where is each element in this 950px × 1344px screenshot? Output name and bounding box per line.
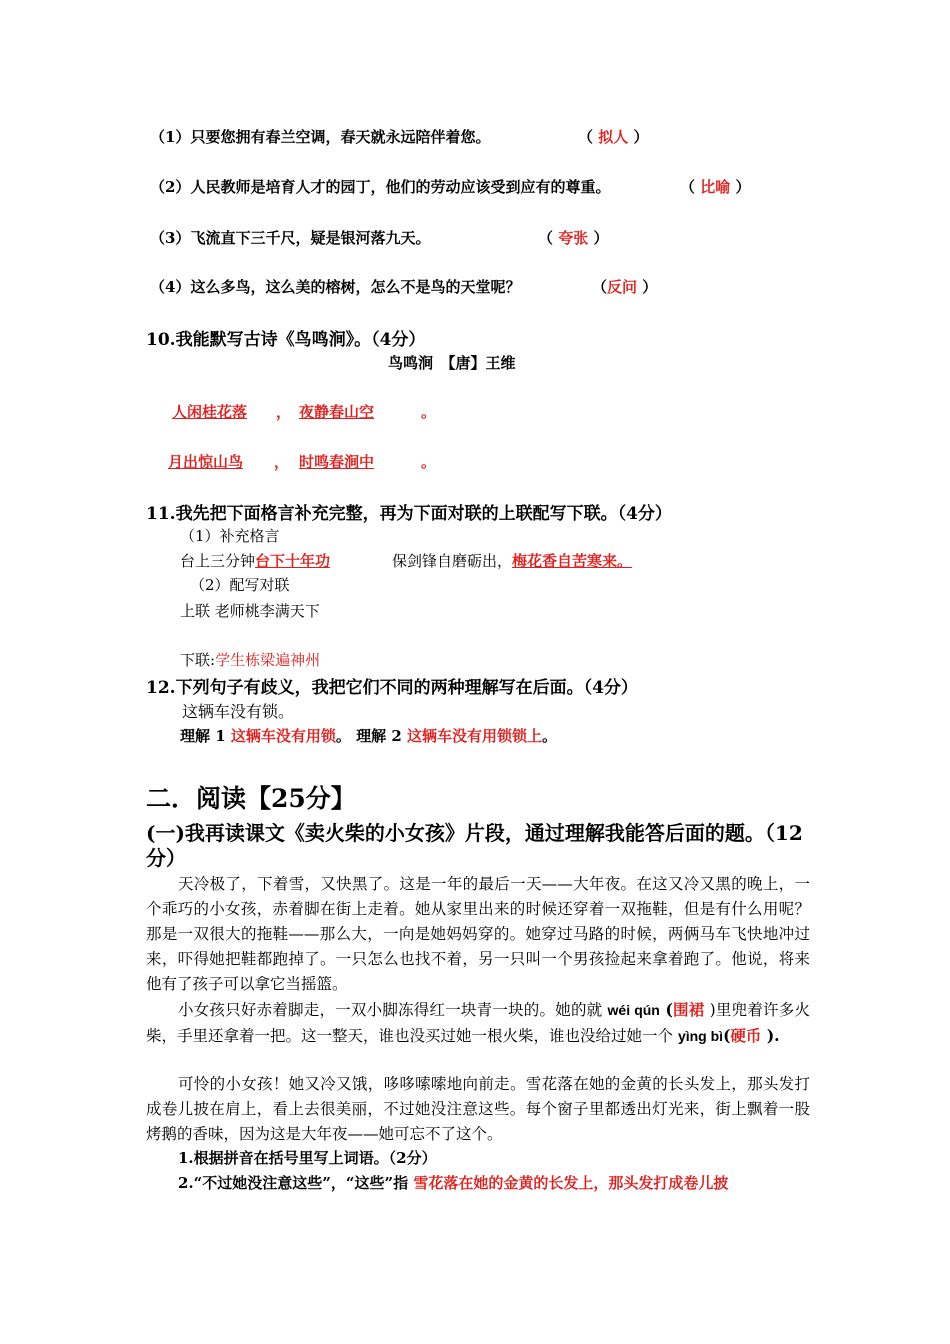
- paren-open: （: [592, 278, 608, 296]
- rhetoric-item-1: [150, 126, 490, 147]
- answer-text: 反问: [607, 278, 638, 296]
- item-sentence: 人民教师是培育人才的园丁，他们的劳动应该受到应有的尊重。: [190, 178, 611, 196]
- paren-open: （: [680, 178, 701, 196]
- lower-answer: 学生栋梁遍神州: [215, 651, 321, 669]
- qa2: [178, 1172, 728, 1193]
- poem-line-2a: 月出惊山鸟: [168, 453, 244, 471]
- rhetoric-answer-2: [680, 176, 750, 197]
- comma: ，: [274, 453, 290, 471]
- paren-close: ）: [588, 229, 609, 247]
- period: 。: [421, 403, 437, 421]
- p2-text-b: )里兜着许多火柴，手里还拿着一把。这一整天，谁也没买过她一根火柴，谁也没给过她一个: [146, 1001, 810, 1045]
- item-sentence: 这么多鸟，这么美的榕树，怎么不是鸟的天堂呢？: [190, 278, 521, 296]
- rhetoric-answer-4: [592, 276, 657, 297]
- poem-line-2: [168, 451, 436, 472]
- rhetoric-answer-1: [578, 126, 648, 147]
- answer-weiqun: 围裙: [672, 1000, 705, 1019]
- paragraph-3: 可怜的小女孩！她又冷又饿，哆哆嗦嗦地向前走。雪花落在她的金黄的长头发上，那头发打成卷儿披在肩上，看上去很美丽，不过她没注意这些。每个窗子里都透出灯光来，街上飘着一股烤鹅的香味，因为这是大年夜——她可忘不了这个。: [146, 1075, 810, 1143]
- motto1-answer: 台下十年功: [255, 552, 331, 570]
- u1-answer: 这辆车没有用锁: [230, 727, 336, 745]
- u1-label: 理解 1: [180, 727, 231, 745]
- p2-text-a: 小女孩只好赤着脚走，一双小脚冻得红一块青一块的。她的就: [178, 1001, 608, 1019]
- u2-label: 理解 2: [356, 727, 408, 745]
- paren-close: ）: [628, 128, 649, 146]
- motto-line: [180, 550, 330, 571]
- paren-close: ）: [637, 278, 658, 296]
- q10-title: 10.我能默写古诗《鸟鸣涧》。（4分）: [146, 330, 426, 350]
- section-title: 二．阅读【25分】: [146, 784, 356, 813]
- paragraph-2: [146, 997, 810, 1049]
- item-number: （1）: [150, 128, 191, 146]
- u1-sep: 。: [335, 727, 357, 745]
- rhetoric-item-3: [150, 227, 430, 248]
- motto2-answer: 梅花香自苦寒来。: [512, 552, 633, 570]
- q11-title: 11.我先把下面格言补充完整，再为下面对联的上联配写下联。（4分）: [146, 504, 672, 524]
- q12-title: 12.下列句子有歧义，我把它们不同的两种理解写在后面。（4分）: [146, 678, 638, 698]
- couplet-lower: [180, 649, 320, 670]
- comma: ，: [276, 403, 292, 421]
- ambiguous-sentence: 这辆车没有锁。: [182, 702, 295, 721]
- poem-line-1b: 夜静春山空: [299, 403, 375, 421]
- paren-open: (: [659, 1000, 673, 1019]
- motto-line-2: [392, 550, 632, 571]
- motto2-prefix: 保剑锋自磨砺出，: [392, 552, 513, 570]
- paren-open: (: [723, 1026, 731, 1045]
- p2-end: ).: [761, 1026, 780, 1045]
- paragraph-1: 天冷极了，下着雪，又快黑了。这是一年的最后一天——大年夜。在这又冷又黑的晚上，一个乖巧的小女孩，赤着脚在街上走着。她从家里出来的时候还穿着一双拖鞋，但是有什么用呢？那是一双很大的拖鞋——那么大，一向是她妈妈穿的。她穿过马路的时候，两俩马车飞快地冲过来，吓得她把鞋都跑掉了。一只怎么也找不着，另一只叫一个男孩捡起来拿着跑了。他说，将来他有了孩子可以拿它当摇篮。: [146, 875, 810, 993]
- u2-answer: 这辆车没有用锁锁上: [407, 727, 543, 745]
- item-sentence: 只要您拥有春兰空调，春天就永远陪伴着您。: [190, 128, 491, 146]
- period: 。: [421, 453, 437, 471]
- understandings: [180, 725, 557, 746]
- couplet-upper: 上联 老师桃李满天下: [180, 602, 320, 620]
- qa2-prefix: 2.“不过她没注意这些”，“这些”指: [178, 1174, 414, 1192]
- answer-yingbi: 硬币: [730, 1026, 762, 1045]
- qa2-answer: 雪花落在她的金黄的长发上，那头发打成卷儿披: [413, 1174, 729, 1192]
- q11-sub2: （2）配写对联: [190, 576, 290, 594]
- subsection-title: (一)我再读课文《卖火柴的小女孩》片段，通过理解我能答后面的题。（12分）: [146, 821, 803, 870]
- u2-end: 。: [542, 727, 558, 745]
- lower-label: 下联:: [180, 651, 216, 669]
- poem-line-2b: 时鸣春涧中: [299, 453, 375, 471]
- motto1-prefix: 台上三分钟: [180, 552, 256, 570]
- item-number: （2）: [150, 178, 191, 196]
- answer-text: 比喻: [700, 178, 731, 196]
- rhetoric-item-4: [150, 276, 520, 297]
- paren-open: （: [578, 128, 599, 146]
- poem-line-1a: 人闲桂花落: [172, 403, 248, 421]
- paren-open: （: [538, 229, 559, 247]
- item-number: （3）: [150, 229, 191, 247]
- qa1: 1.根据拼音在括号里写上词语。（2分）: [178, 1149, 437, 1167]
- rhetoric-answer-3: [538, 227, 608, 248]
- poem-title: 鸟鸣涧 【唐】王维: [388, 354, 516, 372]
- pinyin-2: yìng bì: [677, 1028, 724, 1044]
- pinyin-1: wéi qún: [607, 1002, 660, 1018]
- item-number: （4）: [150, 278, 191, 296]
- paren-close: ）: [730, 178, 751, 196]
- item-sentence: 飞流直下三千尺，疑是银河落九天。: [190, 229, 431, 247]
- answer-text: 夸张: [558, 229, 589, 247]
- answer-text: 拟人: [598, 128, 629, 146]
- poem-line-1: [172, 401, 436, 422]
- rhetoric-item-2: [150, 176, 610, 197]
- q11-sub1: （1）补充格言: [180, 527, 280, 545]
